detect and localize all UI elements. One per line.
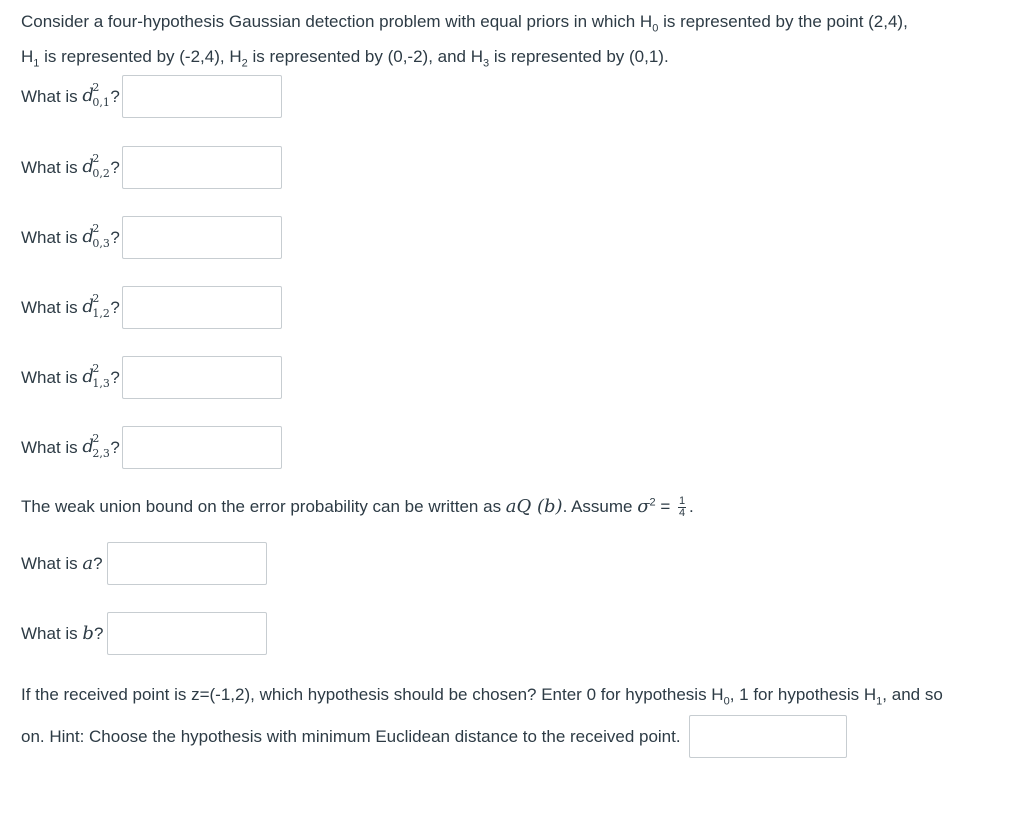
subscript: 0	[652, 22, 659, 35]
question-b	[21, 612, 267, 655]
question-d13	[21, 356, 282, 399]
question-d12	[21, 286, 282, 329]
subscript: 1	[33, 57, 40, 70]
question-label: What is d 2 2,3 ?	[21, 431, 120, 460]
answer-input-b[interactable]	[107, 612, 267, 655]
weak-union-bound-statement: The weak union bound on the error probability can be written as aQ (b). Assume $\sigma^2$ = $\frac{1}{4}$ .	[21, 495, 694, 520]
question-label: What is b?	[21, 623, 104, 644]
answer-input-d01[interactable]	[122, 75, 282, 118]
sigma-symbol: σ	[637, 496, 650, 517]
question-label: What is d 2 1,3 ?	[21, 361, 120, 390]
intro-text: H	[21, 46, 34, 66]
answer-input-d13[interactable]	[122, 356, 282, 399]
intro-text: is represented by the point (2,4),	[658, 12, 908, 31]
problem-statement	[21, 8, 1011, 78]
intro-text: is represented by (0,1).	[489, 46, 669, 66]
answer-input-d02[interactable]	[122, 146, 282, 189]
question-d02	[21, 146, 282, 189]
intro-text: Consider a four-hypothesis Gaussian detection problem with equal priors in which H	[21, 12, 653, 31]
subscript: 3	[483, 57, 490, 70]
question-label: What is d 2 0,3 ?	[21, 221, 120, 250]
answer-input-d03[interactable]	[122, 216, 282, 259]
answer-input-d12[interactable]	[122, 286, 282, 329]
hypothesis-question: If the received point is z=(-1,2), which hypothesis should be chosen? Enter 0 for hypothesis $H_0$, 1 for hypothesis $H_1$, and so on. Hint: Choose the hypothesis with minimum Euclidean distance to the received point.	[21, 682, 1011, 758]
question-d03	[21, 216, 282, 259]
fraction: $\frac{1}{4}$	[678, 495, 686, 520]
question-d23	[21, 426, 282, 469]
answer-input-a[interactable]	[107, 542, 267, 585]
subscript: 2	[241, 57, 248, 70]
answer-input-d23[interactable]	[122, 426, 282, 469]
question-d01	[21, 75, 282, 118]
question-label: What is a?	[21, 553, 103, 574]
answer-input-hypothesis[interactable]	[689, 715, 847, 758]
question-label: What is d 2 0,2 ?	[21, 151, 120, 180]
bound-expression: aQ (b)	[505, 496, 563, 517]
intro-text: is represented by (-2,4), H	[39, 46, 242, 66]
question-label: What is d 2 1,2 ?	[21, 291, 120, 320]
question-a	[21, 542, 267, 585]
question-label: What is d 2 0,1 ?	[21, 80, 120, 109]
intro-text: is represented by (0,-2), and H	[247, 46, 484, 66]
